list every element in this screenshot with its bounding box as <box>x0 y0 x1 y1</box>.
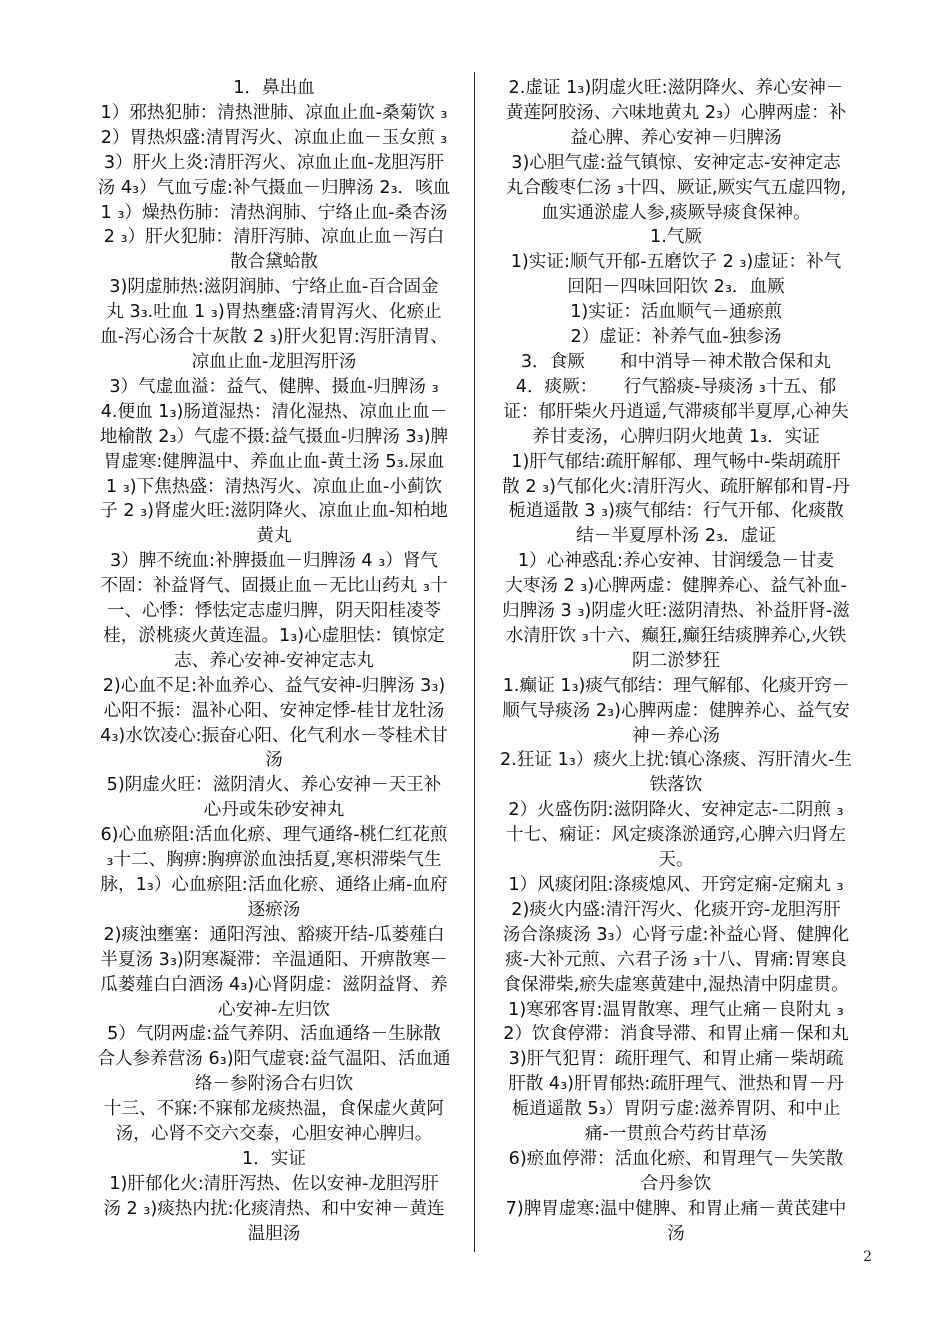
text-line: 丸合酸枣仁汤 ₃十四、厥证,厥实气五虚四物, <box>505 177 847 198</box>
text-line: 瓜蒌薤白白酒汤 4₃)心肾阴虚：滋阴益肾、养 <box>100 974 448 995</box>
text-line: 黄莲阿胶汤、六味地黄丸 2₃）心脾两虚：补 <box>505 102 847 123</box>
text-line: 丸 3₃.吐血 1 ₃)胃热壅盛:清胃泻火、化瘀止 <box>106 302 442 323</box>
column-divider <box>474 72 475 1252</box>
text-line: 散 2 ₃)气郁化火:清肝泻火、疏肝解郁和胃-丹 <box>502 476 850 497</box>
text-line: 2 ₃）肝火犯肺：清肝泻肺、凉血止血－泻白 <box>103 227 445 248</box>
text-line: 1）风痰闭阻:涤痰熄风、开窍定痫-定痫丸 ₃ <box>508 875 844 895</box>
text-line: 汤合涤痰汤 3₃）心肾亏虚:补益心肾、健脾化 <box>502 924 850 945</box>
text-line: 温胆汤 <box>247 1223 301 1244</box>
page-number: 2 <box>863 1249 872 1265</box>
text-line: 2)痰火内盛:清汗泻火、化痰开窍-龙胆泻肝 <box>511 899 841 920</box>
text-line: 3．食厥 和中消导－神术散合保和丸 <box>520 351 832 372</box>
text-line: 2）虚证：补养气血-独参汤 <box>570 327 782 348</box>
text-line: 散合黛蛤散 <box>230 252 318 273</box>
text-line: 痛-一贯煎合芍药甘草汤 <box>584 1124 768 1145</box>
text-line: 6)心血瘀阻:活血化瘀、理气通络-桃仁红花煎 <box>100 825 448 846</box>
text-line: 1)实证:顺气开郁-五磨饮子 2 ₃)虚证：补气 <box>510 252 842 273</box>
text-line: 3）气虚血溢：益气、健脾、摄血-归脾汤 ₃ <box>109 376 439 397</box>
text-line: 4．痰厥： 行气豁痰-导痰汤 ₃十五、郁 <box>515 376 837 397</box>
text-line: 7)脾胃虚寒:温中健脾、和胃止痛－黄芪建中 <box>505 1198 847 1219</box>
text-line: 5）气阴两虚:益气养阴、活血通络－生脉散 <box>107 1024 441 1045</box>
text-line: 1)肝郁化火:清肝泻热、佐以安神-龙胆泻肝 <box>109 1173 439 1194</box>
text-line: 3）肝火上炎:清肝泻火、凉血止血-龙胆泻肝 <box>103 152 445 173</box>
text-line: 水清肝饮 ₃十六、癫狂,癫狂结痰脾养心,火铁 <box>505 625 847 646</box>
text-line: 益心脾、养心安神－归脾汤 <box>570 127 782 148</box>
text-line: 血实通淤虚人参,痰厥导痰食保神。 <box>541 202 811 223</box>
text-line: 十三、不寐:不寐郁龙痰热温，食保虚火黄阿 <box>103 1099 445 1120</box>
text-line: 志、养心安神-安神定志丸 <box>174 650 374 671</box>
text-line: 养甘麦汤，心脾归阴火地黄 1₃．实证 <box>532 426 820 447</box>
text-line: 心阳不振：温补心阳、安神定悸-桂甘龙牡汤 <box>103 700 445 721</box>
text-line: 血-泻心汤合十灰散 2 ₃)肝火犯胃:泻肝清胃、 <box>100 327 448 348</box>
text-line: 3)阴虚肺热:滋阴润肺、宁络止血-百合固金 <box>109 277 439 298</box>
text-line: 大枣汤 2 ₃)心脾两虚：健脾养心、益气补血- <box>505 576 847 597</box>
text-line: 栀逍遥散 5₃）胃阴亏虚:滋养胃阴、和中止 <box>511 1099 841 1120</box>
text-line: 痰-大补元煎、六君子汤 ₃十八、胃痛:胃寒良 <box>505 949 847 970</box>
text-line: 栀逍遥散 3 ₃)痰气郁结：行气开郁、化痰散 <box>508 501 844 522</box>
text-line: 2）胃热炽盛:清胃泻火、凉血止血－玉女煎 ₃ <box>100 127 448 148</box>
text-line: 天。 <box>658 850 694 871</box>
text-line: 络－参附汤合右归饮 <box>194 1074 354 1095</box>
text-line: 汤，心肾不交六交泰，心胆安神心脾归。 <box>115 1124 433 1145</box>
text-line: 神－养心汤 <box>632 725 720 746</box>
text-line: 桂，淤桃痰火黄连温。1₃)心虚胆怯：镇惊定 <box>103 625 445 646</box>
text-line: 不固：补益肾气、固摄止血－无比山药丸 ₃十 <box>100 576 448 597</box>
text-line: 铁落饮 <box>649 775 703 796</box>
text-line: 胃虚寒:健脾温中、养血止血-黄土汤 5₃.尿血 <box>103 451 445 472</box>
right-column <box>480 76 872 1247</box>
text-line: 凉血止血-龙胆泻肝汤 <box>191 351 357 372</box>
text-line: 1）心神惑乱:养心安神、甘润缓急－甘麦 <box>517 551 835 572</box>
text-line: 2)心血不足:补血养心、益气安神-归脾汤 3₃) <box>102 675 446 696</box>
text-line: 1 ₃)下焦热盛：清热泻火、凉血止血-小蓟饮 <box>105 476 443 497</box>
text-line: 1．鼻出血 <box>233 78 315 98</box>
text-line: 5)阴虚火旺：滋阴清火、养心安神－天王补 <box>106 775 442 796</box>
text-line: 证：郁肝柴火丹逍遥,气滞痰郁半夏厚,心神失 <box>503 401 849 422</box>
text-line: 心丹或朱砂安神丸 <box>203 800 345 821</box>
text-line: 汤 2 ₃)痰热内扰:化痰清热、和中安神－黄连 <box>103 1198 445 1219</box>
text-line: 4₃)水饮凌心:振奋心阳、化气利水－苓桂术甘 <box>100 725 448 746</box>
text-line: 半夏汤 3₃)阴寒凝滞：辛温通阳、开痹散寒－ <box>100 949 448 970</box>
text-line: 1.癫证 1₃)痰气郁结：理气解郁、化痰开窍－ <box>502 675 850 696</box>
text-line: 2.虚证 1₃)阴虚火旺:滋阴降火、养心安神－ <box>508 78 844 98</box>
text-line: 地榆散 2₃）气虚不摄:益气摄血-归脾汤 3₃)脾 <box>99 426 449 447</box>
left-column <box>78 76 470 1247</box>
text-line: 阴二淤梦狂 <box>632 650 720 671</box>
text-line: 逐瘀汤 <box>247 899 301 920</box>
text-line: 黄丸 <box>256 526 292 547</box>
text-line: 汤 <box>667 1223 685 1244</box>
text-line: 回阳－四味回阳饮 2₃．血厥 <box>567 277 785 298</box>
text-line: 一、心悸：悸怯定志虚归脾，阴天阳桂凌苓 <box>106 601 442 622</box>
text-line: 2）火盛伤阴:滋阴降火、安神定志-二阴煎 ₃ <box>508 800 844 821</box>
text-line: 汤 <box>265 750 283 771</box>
text-line: 1)寒邪客胃:温胃散寒、理气止痛－良附丸 ₃ <box>508 999 844 1020</box>
text-line: 2）饮食停滞：消食导滞、和胃止痛－保和丸 <box>503 1024 849 1045</box>
text-line: 肝散 4₃)肝胃郁热:疏肝理气、泄热和胃－丹 <box>508 1074 844 1095</box>
text-line: 4.便血 1₃)肠道湿热：清化湿热、凉血止血－ <box>100 401 448 422</box>
text-line: 归脾汤 3 ₃)阴虚火旺:滋阴清热、补益肝肾-滋 <box>502 601 850 622</box>
text-line: 子 2 ₃)肾虚火旺:滋阴降火、凉血止血-知柏地 <box>100 501 448 522</box>
text-line: 2.狂证 1₃）痰火上扰:镇心涤痰、泻肝清火-生 <box>500 750 852 771</box>
text-line: 心安神-左归饮 <box>218 999 330 1020</box>
text-line: 结－半夏厚朴汤 2₃．虚证 <box>576 526 776 547</box>
text-line: 1．实证 <box>242 1148 306 1169</box>
text-line: 1)肝气郁结:疏肝解郁、理气畅中-柴胡疏肝 <box>511 451 841 472</box>
text-line: 3)心胆气虚:益气镇惊、安神定志-安神定志 <box>511 152 841 173</box>
text-line: 顺气导痰汤 2₃)心脾两虚：健脾养心、益气安 <box>502 700 850 721</box>
text-line: 1.气厥 <box>650 227 702 248</box>
text-line: 3)肝气犯胃：疏肝理气、和胃止痛－柴胡疏 <box>508 1049 844 1070</box>
text-line: 合丹参饮 <box>640 1173 712 1194</box>
text-line: 6)瘀血停滞：活血化瘀、和胃理气－失笑散 <box>508 1148 844 1169</box>
text-line: 2)痰浊壅塞：通阳泻浊、豁痰开结-瓜蒌薤白 <box>103 924 445 945</box>
text-line: 脉，1₃）心血瘀阻:活血化瘀、通络止痛-血府 <box>100 875 448 895</box>
text-line: 1)实证：活血顺气－通瘀煎 <box>570 302 782 323</box>
text-line: 1）邪热犯肺：清热泄肺、凉血止血-桑菊饮 ₃ <box>100 102 448 123</box>
text-line: ₃十二、胸痹:胸痹淤血浊括夏,寒枳滞柴气生 <box>106 850 442 871</box>
text-line: 汤 4₃）气血亏虚:补气摄血－归脾汤 2₃．咳血 <box>97 177 451 198</box>
text-line: 合人参养营汤 6₃)阳气虚衰:益气温阳、活血通 <box>97 1049 451 1070</box>
text-line: 1 ₃）燥热伤肺：清热润肺、宁络止血-桑杏汤 <box>100 202 448 223</box>
text-line: 食保滞柴,瘀失虚寒黄建中,湿热清中阴虚贯。 <box>503 974 849 995</box>
text-line: 十七、痫证：风定痰涤淤通窍,心脾六归肾左 <box>506 825 846 846</box>
text-line: 3）脾不统血:补脾摄血－归脾汤 4 ₃）肾气 <box>109 551 439 572</box>
